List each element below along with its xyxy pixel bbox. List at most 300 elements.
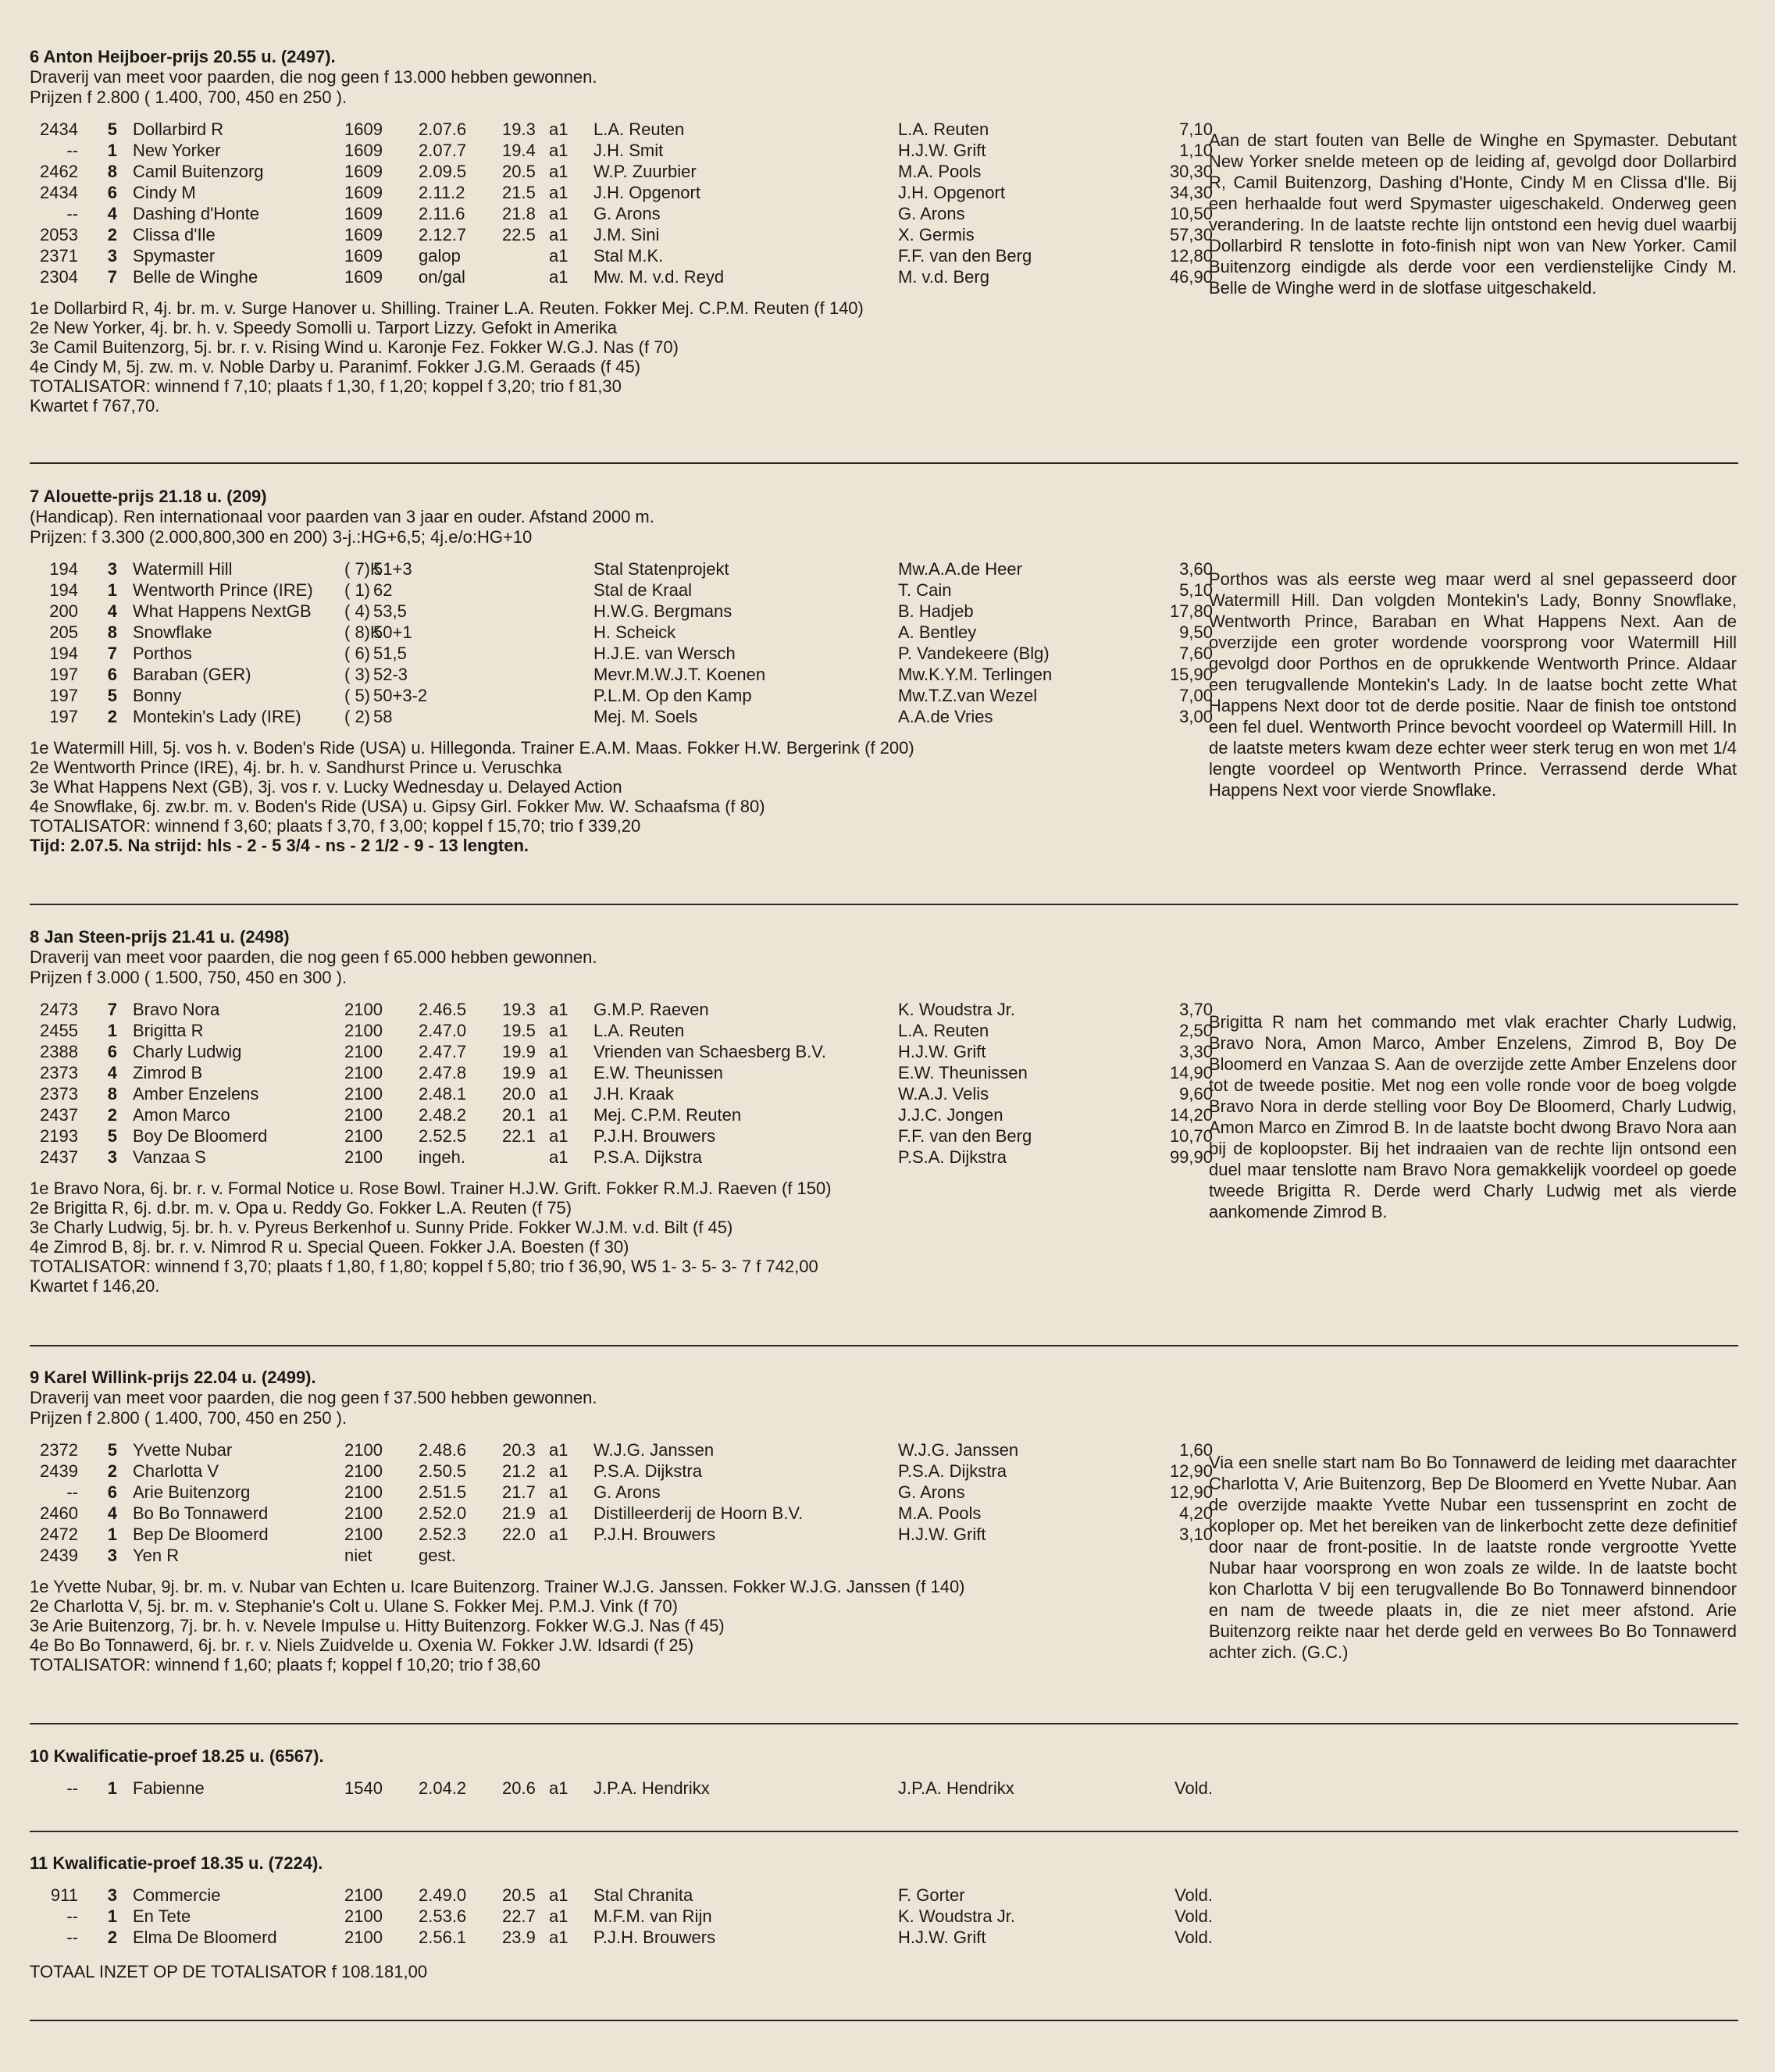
runner-driver: B. Hadjeb [898,601,974,621]
runner-num: 2434 [40,183,78,202]
runner-odds: 9,50 [1179,622,1213,642]
result-line: 2e New Yorker, 4j. br. h. v. Speedy Somolli u. Tarport Lizzy. Gefokt in Amerika [30,318,618,337]
runner-dist: 2100 [344,1063,383,1082]
runner-name: Montekin's Lady (IRE) [133,707,301,726]
runner-start: a1 [549,1021,568,1040]
runner-name: What Happens NextGB [133,601,312,621]
race-title: 9 Karel Willink-prijs 22.04 u. (2499). [30,1368,316,1387]
runner-owner: P.S.A. Dijkstra [593,1147,702,1167]
runner-time: on/gal [419,267,465,287]
runner-dist: 2100 [344,1147,383,1167]
runner-start: a1 [549,162,568,181]
runner-driver: A. Bentley [898,622,977,642]
runner-driver: L.A. Reuten [898,1021,989,1040]
runner-time: 2.50.5 [419,1461,467,1481]
runner-num: 205 [49,622,78,642]
runner-time: 2.47.0 [419,1021,467,1040]
runner-odds: 12,90 [1169,1461,1213,1481]
race-prizes: Prijzen f 2.800 ( 1.400, 700, 450 en 250 ). [30,87,348,107]
runner-dist: 1609 [344,141,383,160]
runner-odds: 4,20 [1179,1503,1213,1523]
runner-odds: 1,60 [1179,1440,1213,1460]
results-block [30,1962,1740,1981]
runner-dist: 1609 [344,162,383,181]
result-line: TOTALISATOR: winnend f 7,10; plaats f 1,30, f 1,20; koppel f 3,20; trio f 81,30 [30,376,622,396]
runner-weight: 50+1 [373,622,412,642]
divider [30,1723,1738,1724]
runner-name: Charlotta V [133,1461,219,1481]
runner-km: 20.3 [502,1440,536,1460]
runner-num: 197 [49,707,78,726]
runner-num: 2053 [40,225,78,244]
runner-pos: 7 [107,1000,117,1019]
runner-start: a1 [549,1906,568,1926]
divider [30,1345,1738,1346]
runner-odds: 9,60 [1179,1084,1213,1104]
race-comment: Porthos was als eerste weg maar werd al snel gepasseerd door Watermill Hill. Dan volgden Montekin's Lady, Bonny Snowflake, Wentworth Prince, Baraban en What Happens Next. Aan de overzijde een groter wordende voorsprong voor Watermill Hill gevolgd door Porthos en de oprukkende Wentworth Prince. Aldaar een terugvallende Montekin's Lady. In de laatse bocht zette What Happens Next door tot de derde positie. Naar de finish toe ontstond een fel duel. Wentworth Prince bevocht voordeel op Watermill Hill. In de laatste meters kwam deze echter weer sterk terug en won met 1/4 lengte voordeel op Wentworth Prince. Verrassend derde What Happens Next voor vierde Snowflake. [1209,569,1737,800]
runner-name: Arie Buitenzorg [133,1482,251,1502]
runner-driver: J.J.C. Jongen [898,1105,1003,1125]
runner-start: a1 [549,1084,568,1104]
runner-driver: L.A. Reuten [898,119,989,139]
runner-owner: Mej. C.P.M. Reuten [593,1105,742,1125]
runner-pos: 3 [107,1546,117,1565]
runner-km: 20.0 [502,1084,536,1104]
runner-draw: ( 1) [344,580,370,600]
runner-pos: 4 [107,204,117,223]
runner-km: 22.0 [502,1525,536,1544]
runner-owner: H. Scheick [593,622,676,642]
runner-pos: 6 [107,665,117,684]
runner-odds: Vold. [1174,1928,1213,1947]
runner-draw: ( 3) [344,665,370,684]
runner-start: a1 [549,141,568,160]
runner-dist: 2100 [344,1885,383,1905]
runner-start: a1 [549,1503,568,1523]
runner-time: 2.52.0 [419,1503,467,1523]
runner-name: Bo Bo Tonnawerd [133,1503,269,1523]
runner-owner: P.J.H. Brouwers [593,1525,716,1544]
result-line: 3e Camil Buitenzorg, 5j. br. r. v. Rising Wind u. Karonje Fez. Fokker W.G.J. Nas (f 70) [30,337,679,357]
runner-start: a1 [549,1461,568,1481]
runner-owner: Stal Chranita [593,1885,693,1905]
runner-owner: W.P. Zuurbier [593,162,697,181]
runner-odds: 12,90 [1169,1482,1213,1502]
result-line: TOTALISATOR: winnend f 3,60; plaats f 3,70, f 3,00; koppel f 15,70; trio f 339,20 [30,816,641,836]
result-line: 2e Charlotta V, 5j. br. m. v. Stephanie's Colt u. Ulane S. Fokker Mej. P.M.J. Vink (f 70) [30,1596,678,1616]
runner-owner: J.H. Kraak [593,1084,674,1104]
runner-driver: P.S.A. Dijkstra [898,1147,1007,1167]
runner-start: a1 [549,1063,568,1082]
runner-pos: 1 [107,1021,117,1040]
runner-row [30,1906,1740,1927]
runner-weight: 51+3 [373,559,412,579]
runner-num: 200 [49,601,78,621]
runner-num: 2388 [40,1042,78,1061]
race-title: 8 Jan Steen-prijs 21.41 u. (2498) [30,927,290,947]
runner-driver: W.J.G. Janssen [898,1440,1019,1460]
runner-pos: 6 [107,1482,117,1502]
runner-odds: 15,90 [1169,665,1213,684]
runner-time: 2.52.5 [419,1126,467,1146]
runner-name: Porthos [133,644,192,663]
runner-odds: 10,50 [1169,204,1213,223]
runner-num: 911 [50,1885,78,1905]
runner-km: 21.2 [502,1461,536,1481]
runner-km: 22.7 [502,1906,536,1926]
runner-km: 21.8 [502,204,536,223]
race-conditions: (Handicap). Ren internationaal voor paarden van 3 jaar en ouder. Afstand 2000 m. [30,507,654,526]
runner-pos: 1 [107,141,117,160]
runner-dist: 2100 [344,1105,383,1125]
runner-dist: 2100 [344,1461,383,1481]
runner-driver: M. v.d. Berg [898,267,989,287]
runner-name: Baraban (GER) [133,665,251,684]
result-line: 4e Bo Bo Tonnawerd, 6j. br. r. v. Niels Zuidvelde u. Oxenia W. Fokker J.W. Idsardi (f 25) [30,1635,694,1655]
runner-dist: 2100 [344,1042,383,1061]
runner-odds: 5,10 [1179,580,1213,600]
runner-pos: 4 [107,1063,117,1082]
runner-weight: 51,5 [373,644,407,663]
runner-start: a1 [549,1000,568,1019]
runner-time: 2.07.7 [419,141,467,160]
runner-owner: J.P.A. Hendrikx [593,1778,710,1798]
runner-km: 21.9 [502,1503,536,1523]
runner-start: a1 [549,1482,568,1502]
runner-time: ingeh. [419,1147,465,1167]
runner-odds: 3,70 [1179,1000,1213,1019]
runner-num: 2473 [40,1000,78,1019]
runner-time: 2.11.2 [419,183,465,202]
runner-km: 20.1 [502,1105,536,1125]
runner-dist: 2100 [344,1000,383,1019]
runner-owner: H.J.E. van Wersch [593,644,736,663]
runner-odds: Vold. [1174,1778,1213,1798]
runner-pos: 4 [107,601,117,621]
runner-km: 20.5 [502,1885,536,1905]
runner-name: Watermill Hill [133,559,233,579]
runner-name: Elma De Bloomerd [133,1928,277,1947]
runner-owner: L.A. Reuten [593,119,685,139]
race-time-margins: Tijd: 2.07.5. Na strijd: hls - 2 - 5 3/4 - ns - 2 1/2 - 9 - 13 lengten. [30,836,529,855]
runner-odds: 1,10 [1179,141,1213,160]
runner-dist: 2100 [344,1084,383,1104]
divider [30,904,1738,905]
runner-name: Snowflake [133,622,212,642]
runner-start: a1 [549,1778,568,1798]
race-conditions: Draverij van meet voor paarden, die nog geen f 65.000 hebben gewonnen. [30,947,597,967]
runner-num: 2439 [40,1461,78,1481]
runner-num: 2193 [40,1126,78,1146]
runner-start: a1 [549,1126,568,1146]
runner-driver: H.J.W. Grift [898,1525,986,1544]
runner-name: Bravo Nora [133,1000,220,1019]
runner-name: Amon Marco [133,1105,230,1125]
runner-start: a1 [549,1440,568,1460]
result-line: Kwartet f 146,20. [30,1276,160,1296]
race-prizes: Prijzen f 2.800 ( 1.400, 700, 450 en 250 ). [30,1408,348,1428]
runner-owner: Vrienden van Schaesberg B.V. [593,1042,827,1061]
runner-num: 2455 [40,1021,78,1040]
result-line: TOTALISATOR: winnend f 3,70; plaats f 1,80, f 1,80; koppel f 5,80; trio f 36,90, W5 1- 3- 5- 3- 7 f 742,00 [30,1257,818,1276]
runner-dist: 2100 [344,1906,383,1926]
runner-num: 194 [49,559,78,579]
runner-owner: Mw. M. v.d. Reyd [593,267,725,287]
runner-km: 23.9 [502,1928,536,1947]
runner-odds: 3,00 [1179,707,1213,726]
runner-row [30,1885,1740,1906]
runner-dist: 2100 [344,1503,383,1523]
runner-owner: Mej. M. Soels [593,707,698,726]
runner-time: 2.09.5 [419,162,467,181]
runner-driver: W.A.J. Velis [898,1084,989,1104]
runner-driver: X. Germis [898,225,975,244]
result-line: 2e Wentworth Prince (IRE), 4j. br. h. v. Sandhurst Prince u. Veruschka [30,758,562,777]
runner-owner: E.W. Theunissen [593,1063,723,1082]
race-prizes: Prijzen: f 3.300 (2.000,800,300 en 200) 3-j.:HG+6,5; 4j.e/o:HG+10 [30,527,533,547]
runner-name: Belle de Winghe [133,267,258,287]
runner-odds: 3,60 [1179,559,1213,579]
runner-owner: J.H. Opgenort [593,183,700,202]
runner-owner: Distilleerderij de Hoorn B.V. [593,1503,804,1523]
runner-time: 2.47.8 [419,1063,467,1082]
runner-driver: J.H. Opgenort [898,183,1005,202]
runner-owner: Stal Statenprojekt [593,559,729,579]
runner-dist: 1609 [344,183,383,202]
runner-driver: A.A.de Vries [898,707,993,726]
runner-dist: 1540 [344,1778,383,1798]
runner-km: 19.9 [502,1042,536,1061]
runner-name: Cindy M [133,183,196,202]
race-conditions: Draverij van meet voor paarden, die nog geen f 37.500 hebben gewonnen. [30,1388,597,1407]
runner-dist: 1609 [344,204,383,223]
runner-time: 2.49.0 [419,1885,467,1905]
runner-km: 19.9 [502,1063,536,1082]
runner-driver: Mw.A.A.de Heer [898,559,1022,579]
runner-name: New Yorker [133,141,221,160]
runner-start: a1 [549,1042,568,1061]
runner-driver: H.J.W. Grift [898,1042,986,1061]
race-comment: Via een snelle start nam Bo Bo Tonnawerd de leiding met daarachter Charlotta V, Arie Buitenzorg, Bep De Bloomerd en Yvette Nubar. Aan de overzijde maakte Yvette Nubar een tussensprint en zocht de koploper op. Met het bereiken van de linkerbocht zette deze definitief door naar de front-positie. In de laatste ronde vergrootte Yvette Nubar haar voorsprong en won zoals ze wilde. In de laatste bocht kon Charlotta V bij een terugvallende Bo Bo Tonnawerd binnendoor en nam de tweede plaats in, die ze niet meer afstond. Arie Buitenzorg reikte naar het derde geld en verwees Bo Bo Tonnawerd achter zich. (G.C.) [1209,1453,1737,1662]
runner-driver: K. Woudstra Jr. [898,1000,1015,1019]
result-line: 2e Brigitta R, 6j. d.br. m. v. Opa u. Reddy Go. Fokker L.A. Reuten (f 75) [30,1198,572,1218]
runner-start: a1 [549,225,568,244]
result-line: 3e Arie Buitenzorg, 7j. br. h. v. Nevele Impulse u. Hitty Buitenzorg. Fokker W.G.J. Nas (f 45) [30,1616,725,1635]
runner-km: 20.5 [502,162,536,181]
results-block [30,298,1740,415]
runner-driver: F. Gorter [898,1885,965,1905]
runner-driver: Mw.T.Z.van Wezel [898,686,1038,705]
runner-owner: P.J.H. Brouwers [593,1126,716,1146]
runner-time: 2.12.7 [419,225,467,244]
runner-num: 2437 [40,1147,78,1167]
runner-owner: P.S.A. Dijkstra [593,1461,702,1481]
race-title: 11 Kwalificatie-proef 18.35 u. (7224). [30,1853,323,1873]
runner-draw: ( 2) [344,707,370,726]
runner-odds: 12,80 [1169,246,1213,266]
runner-driver: P.S.A. Dijkstra [898,1461,1007,1481]
runner-num: 194 [49,644,78,663]
runner-name: Fabienne [133,1778,205,1798]
runner-name: Vanzaa S [133,1147,206,1167]
result-line: 1e Yvette Nubar, 9j. br. m. v. Nubar van Echten u. Icare Buitenzorg. Trainer W.J.G. Janssen. Fokker W.J.G. Janssen (f 140) [30,1577,965,1596]
runner-name: Camil Buitenzorg [133,162,264,181]
runner-num: 194 [49,580,78,600]
runner-name: Yvette Nubar [133,1440,233,1460]
runner-pos: 2 [107,225,117,244]
runner-num: 2437 [40,1105,78,1125]
result-line: Kwartet f 767,70. [30,396,160,415]
runner-start: a1 [549,119,568,139]
result-line: 3e What Happens Next (GB), 3j. vos r. v. Lucky Wednesday u. Delayed Action [30,777,622,797]
runner-odds: 3,10 [1179,1525,1213,1544]
race-title: 10 Kwalificatie-proef 18.25 u. (6567). [30,1746,324,1766]
runner-odds: 7,00 [1179,686,1213,705]
divider [30,462,1738,464]
runner-name: En Tete [133,1906,191,1926]
runner-list [30,1885,1740,1948]
runner-pos: 3 [107,1147,117,1167]
runner-list [30,1778,1740,1799]
runner-pos: 1 [107,1906,117,1926]
runner-name: Amber Enzelens [133,1084,259,1104]
runner-num: 2373 [40,1063,78,1082]
runner-time: 2.48.6 [419,1440,467,1460]
runner-name: Clissa d'Ile [133,225,216,244]
runner-pos: 2 [107,1461,117,1481]
runner-dist: 2100 [344,1482,383,1502]
runner-km: 20.6 [502,1778,536,1798]
runner-start: a1 [549,1525,568,1544]
runner-num: 2371 [40,246,78,266]
runner-driver: T. Cain [898,580,952,600]
runner-num: 2472 [40,1525,78,1544]
runner-driver: E.W. Theunissen [898,1063,1028,1082]
runner-name: Boy De Bloomerd [133,1126,268,1146]
runner-km: 21.7 [502,1482,536,1502]
runner-num: 2462 [40,162,78,181]
runner-owner: P.L.M. Op den Kamp [593,686,752,705]
runner-pos: 4 [107,1503,117,1523]
runner-owner: Stal de Kraal [593,580,692,600]
runner-name: Spymaster [133,246,216,266]
runner-driver: G. Arons [898,204,965,223]
runner-owner: L.A. Reuten [593,1021,685,1040]
race-comment: Brigitta R nam het commando met vlak erachter Charly Ludwig, Bravo Nora, Amon Marco, Amber Enzelens, Zimrod B, Boy De Bloomerd en Vanzaa S. Aan de overzijde zette Amber Enzelens door tot de tweede positie. Met nog een volle ronde voor de boeg volgde Bravo Nora in derde stelling voor Boy De Bloomerd, Charly Ludwig, Amon Marco en Zimrod B. In de laatste bocht dwong Bravo Nora aan bij de koploopster. Bij het indraaien van de rechte lijn ontsond een duel maar tenslotte nam Bravo Nora gemakkelijk voordeel op goede tweede Brigitta R. Derde werd Charly Ludwig met als vierde aankomende Zimrod B. [1209,1012,1737,1221]
runner-time: 2.11.6 [419,204,465,223]
runner-owner: P.J.H. Brouwers [593,1928,716,1947]
runner-dist: 2100 [344,1021,383,1040]
runner-pos: 5 [107,1440,117,1460]
runner-dist: 2100 [344,1525,383,1544]
result-line: TOTALISATOR: winnend f 1,60; plaats f; koppel f 10,20; trio f 38,60 [30,1655,540,1674]
runner-time: 2.53.6 [419,1906,467,1926]
runner-odds: 46,90 [1169,267,1213,287]
runner-num: 2304 [40,267,78,287]
runner-km: 19.5 [502,1021,536,1040]
divider [30,1831,1738,1832]
runner-pos: 6 [107,183,117,202]
runner-driver: G. Arons [898,1482,965,1502]
runner-name: Bep De Bloomerd [133,1525,269,1544]
runner-pos: 6 [107,1042,117,1061]
runner-odds: 3,30 [1179,1042,1213,1061]
runner-name: Zimrod B [133,1063,203,1082]
runner-time: 2.07.6 [419,119,467,139]
race-prizes: Prijzen f 3.000 ( 1.500, 750, 450 en 300 ). [30,968,348,987]
runner-pos: 8 [107,622,117,642]
runner-odds: 57,30 [1169,225,1213,244]
runner-weight: 50+3-2 [373,686,428,705]
runner-driver: P. Vandekeere (Blg) [898,644,1050,663]
runner-draw: ( 7)K [344,559,382,579]
runner-num: 2460 [40,1503,78,1523]
runner-odds: 10,70 [1169,1126,1213,1146]
runner-odds: 7,60 [1179,644,1213,663]
runner-odds: 2,50 [1179,1021,1213,1040]
runner-pos: 2 [107,1928,117,1947]
runner-owner: M.F.M. van Rijn [593,1906,712,1926]
runner-odds: 30,30 [1169,162,1213,181]
runner-start: a1 [549,246,568,266]
runner-km: 19.4 [502,141,536,160]
runner-owner: G.M.P. Raeven [593,1000,709,1019]
runner-odds: 14,90 [1169,1063,1213,1082]
runner-name: Bonny [133,686,182,705]
runner-time: galop [419,246,461,266]
result-line: 3e Charly Ludwig, 5j. br. h. v. Pyreus Berkenhof u. Sunny Pride. Fokker W.J.M. v.d. Bilt (f 45) [30,1218,733,1237]
runner-pos: 2 [107,707,117,726]
runner-dist: 2100 [344,1440,383,1460]
runner-time: 2.51.5 [419,1482,467,1502]
runner-driver: K. Woudstra Jr. [898,1906,1015,1926]
result-line: 1e Watermill Hill, 5j. vos h. v. Boden's Ride (USA) u. Hillegonda. Trainer E.A.M. Maas. Fokker H.W. Bergerink (f 200) [30,738,914,758]
runner-pos: 5 [107,1126,117,1146]
runner-start: a1 [549,1147,568,1167]
runner-pos: 3 [107,246,117,266]
runner-dist: 1609 [344,267,383,287]
runner-weight: 52-3 [373,665,408,684]
runner-pos: 2 [107,1105,117,1125]
runner-dist: 1609 [344,119,383,139]
runner-owner: Mevr.M.W.J.T. Koenen [593,665,766,684]
runner-dist: 2100 [344,1928,383,1947]
runner-weight: 58 [373,707,393,726]
runner-name: Yen R [133,1546,180,1565]
runner-owner: H.W.G. Bergmans [593,601,732,621]
runner-start: a1 [549,1885,568,1905]
runner-weight: 53,5 [373,601,407,621]
race-comment: Aan de start fouten van Belle de Winghe en Spymaster. Debutant New Yorker snelde meteen op de leiding af, gevolgd door Dollarbird R, Camil Buitenzorg, Dashing d'Honte, Cindy M en Clissa d'Ile. Bij een herhaalde fout werd Spymaster uigeschakeld. Onderweg geen verandering. In de laatste rechte lijn ontstond een hevig duel waarbij Dollarbird R tenslotte in foto-finish nipt won van New Yorker. Camil Buitenzorg eindigde als derde voor een verdienstelijke Cindy M. Belle de Winghe werd in de slotfase uitgeschakeld. [1209,130,1737,298]
runner-driver: Mw.K.Y.M. Terlingen [898,665,1053,684]
race-10 [30,1746,1740,1799]
runner-start: a1 [549,1105,568,1125]
runner-num: -- [66,1482,78,1502]
runner-num: -- [66,204,78,223]
runner-time: gest. [419,1546,456,1565]
runner-odds: 14,20 [1169,1105,1213,1125]
runner-pos: 8 [107,1084,117,1104]
result-line: 4e Zimrod B, 8j. br. r. v. Nimrod R u. Special Queen. Fokker J.A. Boesten (f 30) [30,1237,629,1257]
result-line: 4e Snowflake, 6j. zw.br. m. v. Boden's Ride (USA) u. Gipsy Girl. Fokker Mw. W. Schaafsma (f 80) [30,797,765,816]
runner-name: Dashing d'Honte [133,204,259,223]
result-line: 1e Bravo Nora, 6j. br. r. v. Formal Notice u. Rose Bowl. Trainer H.J.W. Grift. Fokker R.M.J. Raeven (f 150) [30,1179,832,1198]
runner-pos: 1 [107,1778,117,1798]
runner-driver: H.J.W. Grift [898,1928,986,1947]
runner-num: 2434 [40,119,78,139]
runner-driver: H.J.W. Grift [898,141,986,160]
runner-name: Commercie [133,1885,221,1905]
